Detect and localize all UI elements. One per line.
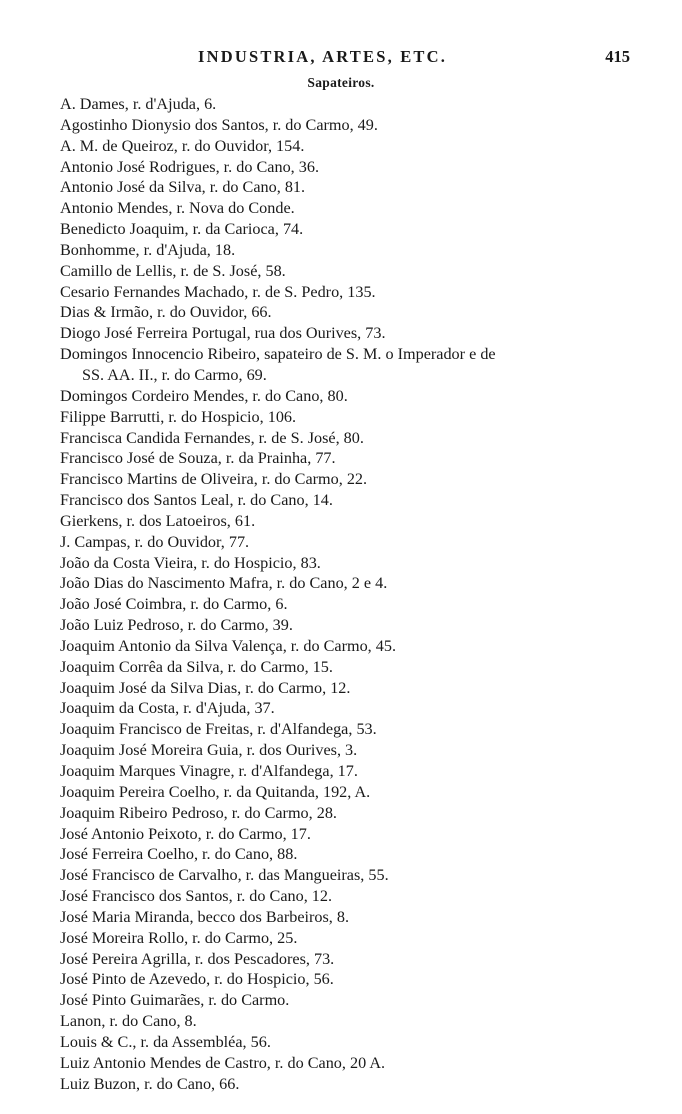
directory-entry: José Pinto Guimarães, r. do Carmo. [60,991,290,1010]
directory-entry: Joaquim Ribeiro Pedroso, r. do Carmo, 28. [60,803,337,822]
directory-entry: João da Costa Vieira, r. do Hospicio, 83. [60,553,321,572]
directory-entry: Cesario Fernandes Machado, r. de S. Pedro, 135. [60,282,376,301]
directory-entry: Joaquim Francisco de Freitas, r. d'Alfandega, 53. [60,720,377,739]
directory-entry: Joaquim Corrêa da Silva, r. do Carmo, 15. [60,657,333,676]
directory-entry: A. Dames, r. d'Ajuda, 6. [60,95,217,113]
directory-entry: Diogo José Ferreira Portugal, rua dos Ourives, 73. [60,324,386,343]
directory-entry: José Moreira Rollo, r. do Carmo, 25. [60,928,298,947]
directory-entry: José Francisco de Carvalho, r. das Mangueiras, 55. [60,866,389,885]
directory-entry: Louis & C., r. da Assembléa, 56. [60,1032,271,1051]
directory-entry: Francisco dos Santos Leal, r. do Cano, 14. [60,491,333,510]
directory-entry: João Dias do Nascimento Mafra, r. do Cano, 2 e 4. [60,574,388,593]
directory-entry: Joaquim José Moreira Guia, r. dos Ourives, 3. [60,741,358,760]
directory-entry: Dias & Irmão, r. do Ouvidor, 66. [60,303,272,322]
directory-entry-continuation: SS. AA. II., r. do Carmo, 69. [82,365,267,384]
directory-entry: Joaquim Marques Vinagre, r. d'Alfandega, 17. [60,762,358,780]
directory-entry: Antonio José Rodrigues, r. do Cano, 36. [60,157,319,176]
directory-entry: Luiz Buzon, r. do Cano, 66. [60,1074,240,1093]
directory-entry: José Pinto de Azevedo, r. do Hospicio, 56. [60,970,334,989]
directory-entry: Francisco José de Souza, r. da Prainha, 77. [60,449,336,468]
directory-entry: Agostinho Dionysio dos Santos, r. do Carmo, 49. [60,115,378,134]
directory-entry: Benedicto Joaquim, r. da Carioca, 74. [60,220,304,239]
directory-entry: Camillo de Lellis, r. de S. José, 58. [60,261,286,280]
directory-entry: João Luiz Pedroso, r. do Carmo, 39. [60,616,293,635]
directory-entry: João José Coimbra, r. do Carmo, 6. [60,595,288,614]
directory-entry: Joaquim Pereira Coelho, r. da Quitanda, 192, A. [60,782,371,801]
directory-entry: Antonio José da Silva, r. do Cano, 81. [60,178,306,197]
directory-entry: Francisco Martins de Oliveira, r. do Carmo, 22. [60,470,368,489]
directory-entry: A. M. de Queiroz, r. do Ouvidor, 154. [60,136,305,155]
directory-entry: J. Campas, r. do Ouvidor, 77. [60,532,250,551]
running-title: INDUSTRIA, ARTES, ETC. [198,47,448,66]
directory-entry: Joaquim Antonio da Silva Valença, r. do Carmo, 45. [60,636,396,655]
directory-entry: Lanon, r. do Cano, 8. [60,1012,197,1031]
directory-entry: Joaquim José da Silva Dias, r. do Carmo, 12. [60,678,351,697]
section-title: Sapateiros. [307,75,375,90]
directory-entry: José Francisco dos Santos, r. do Cano, 12. [60,887,333,906]
directory-entry: Filippe Barrutti, r. do Hospicio, 106. [60,407,297,426]
directory-entry: José Pereira Agrilla, r. dos Pescadores, 73. [60,949,335,968]
directory-entry: Gierkens, r. dos Latoeiros, 61. [60,511,256,530]
directory-entry: Bonhomme, r. d'Ajuda, 18. [60,240,236,259]
directory-entry: Francisca Candida Fernandes, r. de S. José, 80. [60,428,364,447]
directory-entry: Antonio Mendes, r. Nova do Conde. [60,199,295,218]
directory-entry: José Ferreira Coelho, r. do Cano, 88. [60,845,298,864]
running-head [60,47,630,69]
page-number: 415 [605,47,630,66]
directory-entry: Domingos Innocencio Ribeiro, sapateiro de S. M. o Imperador e de [60,345,496,364]
directory-entry: José Antonio Peixoto, r. do Carmo, 17. [60,824,311,843]
directory-list [60,94,640,1095]
directory-entry: Domingos Cordeiro Mendes, r. do Cano, 80. [60,386,348,405]
directory-entry: José Maria Miranda, becco dos Barbeiros, 8. [60,907,350,926]
directory-entry: Joaquim da Costa, r. d'Ajuda, 37. [60,699,275,718]
directory-entry: Luiz Antonio Mendes de Castro, r. do Cano, 20 A. [60,1053,386,1072]
